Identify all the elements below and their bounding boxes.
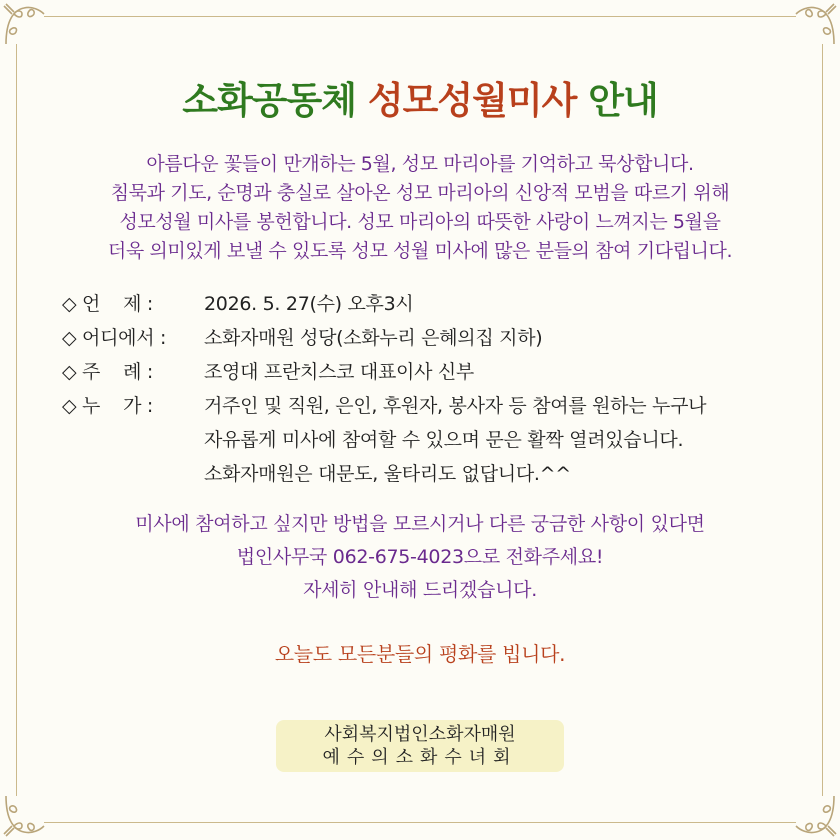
who-label: ◇ 누 가 :	[62, 395, 153, 417]
info-row-who-cont	[62, 423, 802, 457]
title-month-of-mary: 성모성월	[367, 79, 507, 122]
info-row-when	[62, 287, 802, 321]
bottom-border	[44, 822, 796, 823]
contact-paragraph	[0, 508, 840, 607]
info-row-celebrant	[62, 355, 802, 389]
contact-line: 자세히 안내해 드리겠습니다.	[303, 579, 537, 601]
corner-ornament-bottom-right-icon	[792, 792, 840, 840]
intro-line: 더욱 의미있게 보낼 수 있도록 성모 성월 미사에 많은 분들의 참여 기다립니다.	[107, 240, 733, 262]
info-row-who-cont	[62, 457, 802, 491]
title-community: 소화공동체	[182, 79, 356, 122]
when-label: ◇ 언 제 :	[62, 293, 153, 315]
who-value-line: 거주인 및 직원, 은인, 후원자, 봉사자 등 참여를 원하는 누구나	[204, 395, 707, 417]
info-row-who	[62, 389, 802, 423]
signature-box	[276, 720, 564, 772]
where-value: 소화자매원 성당(소화누리 은혜의집 지하)	[204, 327, 543, 349]
title-mass: 미사	[506, 79, 577, 122]
contact-phone-line: 법인사무국 062-675-4023으로 전화주세요!	[236, 546, 604, 568]
corner-ornament-top-right-icon	[792, 0, 840, 48]
event-info-list	[62, 287, 802, 491]
who-value-line: 소화자매원은 대문도, 울타리도 없답니다.^^	[204, 463, 571, 485]
who-value-line: 자유롭게 미사에 참여할 수 있으며 문은 활짝 열려있습니다.	[204, 429, 684, 451]
corner-ornament-bottom-left-icon	[0, 792, 48, 840]
title-guide: 안내	[588, 79, 658, 122]
signature-organization: 사회복지법인소화자매원	[324, 724, 516, 745]
page-title	[0, 70, 840, 124]
where-label: ◇ 어디에서 :	[62, 327, 167, 349]
intro-line: 침묵과 기도, 순명과 충실로 살아온 성모 마리아의 신앙적 모범을 따르기 위해	[110, 182, 730, 204]
blessing-text: 오늘도 모든분들의 평화를 빕니다.	[274, 642, 566, 666]
celebrant-value: 조영대 프란치스코 대표이사 신부	[204, 361, 474, 383]
intro-line: 아름다운 꽃들이 만개하는 5월, 성모 마리아를 기억하고 묵상합니다.	[146, 153, 694, 175]
contact-line: 미사에 참여하고 싶지만 방법을 모르시거나 다른 궁금한 사항이 있다면	[135, 513, 705, 535]
info-row-where	[62, 321, 802, 355]
signature-congregation: 예수의소화수녀회	[322, 747, 518, 768]
when-value: 2026. 5. 27(수) 오후3시	[204, 293, 414, 315]
intro-line: 성모성월 미사를 봉헌합니다. 성모 마리아의 따뜻한 사랑이 느껴지는 5월을	[119, 211, 721, 233]
celebrant-label: ◇ 주 례 :	[62, 361, 153, 383]
corner-ornament-top-left-icon	[0, 0, 48, 48]
intro-paragraph	[0, 150, 840, 266]
top-border	[44, 16, 796, 17]
